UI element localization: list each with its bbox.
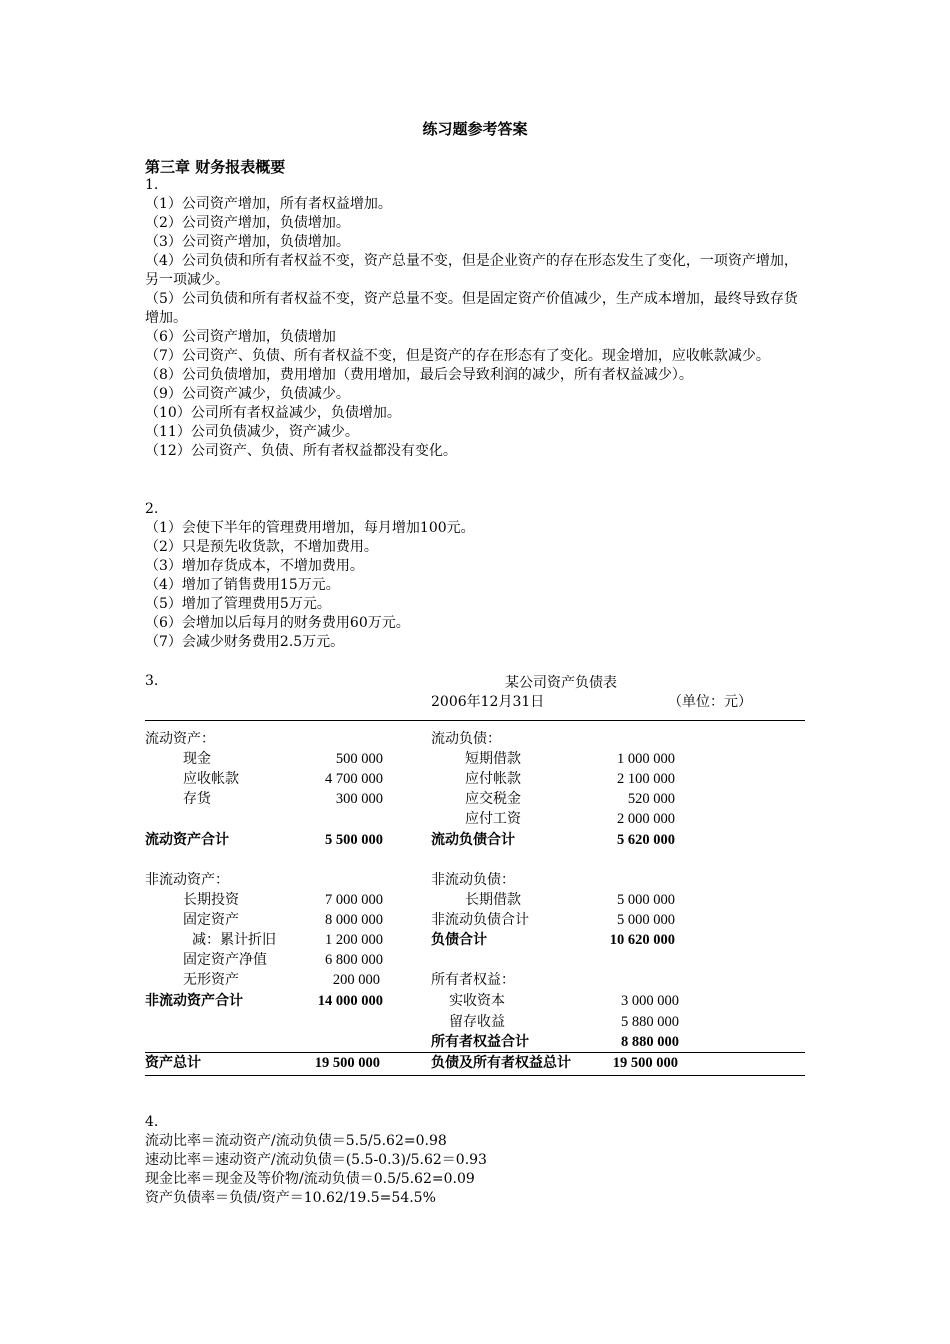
section-4-label: 4. [145,1114,159,1130]
row-value: 1 000 000 [617,751,675,767]
section-1 [145,176,810,461]
ratio-formula: 流动比率＝流动资产/流动负债＝5.5/5.62=0.98 [145,1133,447,1149]
row-label: 应付帐款 [465,771,521,787]
row-label: 无形资产 [183,972,239,988]
row-value: 5 000 000 [617,912,675,928]
row-value: 300 000 [335,791,383,807]
answer-item: （5）公司负债和所有者权益不变，资产总量不变。但是固定资产价值减少，生产成本增加，最终导致存货增加。 [145,291,798,326]
noncurrent-liabilities-header: 非流动负债： [431,872,515,888]
row-value: 4 700 000 [325,771,383,787]
row-value: 2 000 000 [617,811,675,827]
row-label: 负债及所有者权益总计 [431,1055,571,1071]
answer-item: （3）增加存货成本，不增加费用。 [145,558,364,574]
row-label: 负债合计 [431,932,487,948]
section-2-label: 2. [145,501,159,517]
current-liabilities-header: 流动负债： [431,731,501,747]
row-label: 现金 [183,751,211,767]
ratio-formula: 现金比率＝现金及等价物/流动负债＝0.5/5.62=0.09 [145,1171,475,1187]
answer-item: （4）公司负债和所有者权益不变，资产总量不变，但是企业资产的存在形态发生了变化，一项资产增加，另一项减少。 [145,253,798,288]
answer-item: （11）公司负债减少，资产减少。 [145,424,359,440]
answer-item: （12）公司资产、负债、所有者权益都没有变化。 [145,443,457,459]
row-value: 3 000 000 [621,993,679,1009]
ratio-formula: 资产负债率＝负债/资产＝10.62/19.5=54.5% [145,1190,436,1206]
answer-item: （8）公司负债增加，费用增加（费用增加，最后会导致利润的减少，所有者权益减少）。 [145,367,693,383]
row-value: 6 800 000 [325,952,383,968]
row-value: 7 000 000 [325,892,383,908]
row-label: 应付工资 [465,811,521,827]
noncurrent-assets-header: 非流动资产： [145,872,229,888]
page-title: 练习题参考答案 [422,120,528,138]
row-value: 5 500 000 [325,832,383,848]
chapter-heading: 第三章 财务报表概要 [145,158,286,176]
answer-item: （1）会使下半年的管理费用增加，每月增加100元。 [145,520,475,536]
row-value: 8 000 000 [325,912,383,928]
row-label: 实收资本 [449,993,505,1009]
row-label: 固定资产 [183,912,239,928]
row-label: 应交税金 [465,791,521,807]
row-value: 1 200 000 [325,932,383,948]
answer-item: （9）公司资产减少，负债减少。 [145,386,350,402]
row-value: 5 880 000 [621,1014,679,1030]
row-value: 520 000 [627,791,675,807]
row-label: 流动负债合计 [431,832,515,848]
row-label: 减：累计折旧 [192,932,276,948]
row-label: 流动资产合计 [145,832,229,848]
section-4 [145,1113,810,1208]
row-value: 19 500 000 [612,1055,678,1071]
answer-item: （10）公司所有者权益减少，负债增加。 [145,405,401,421]
answer-item: （5）增加了管理费用5万元。 [145,596,331,612]
table-top-rule [145,720,805,721]
balance-sheet-unit: （单位：元） [668,694,752,710]
section-3-label: 3. [145,673,159,689]
answer-item: （7）会减少财务费用2.5万元。 [145,634,345,650]
answer-item: （6）会增加以后每月的财务费用60万元。 [145,615,410,631]
row-label: 留存收益 [449,1014,505,1030]
row-label: 所有者权益合计 [431,1034,529,1050]
equity-header: 所有者权益： [431,972,515,988]
balance-sheet-title: 某公司资产负债表 [505,675,617,691]
row-value: 2 100 000 [617,771,675,787]
answer-item: （6）公司资产增加，负债增加 [145,329,336,345]
row-label: 长期借款 [465,892,521,908]
table-bottom-rule [145,1075,805,1076]
row-label: 应收帐款 [183,771,239,787]
row-label: 存货 [183,791,211,807]
answer-item: （3）公司资产增加，负债增加。 [145,234,350,250]
section-1-label: 1. [145,177,159,193]
row-label: 资产总计 [145,1055,201,1071]
row-value: 19 500 000 [314,1055,380,1071]
row-label: 固定资产净值 [183,952,267,968]
current-assets-header: 流动资产： [145,731,215,747]
answer-item: （2）公司资产增加，负债增加。 [145,215,350,231]
row-label: 非流动负债合计 [431,912,529,928]
balance-sheet-date: 2006年12月31日 [431,694,545,710]
row-value: 5 620 000 [617,832,675,848]
answer-item: （7）公司资产、负债、所有者权益不变，但是资产的存在形态有了变化。现金增加，应收帐款减少。 [145,348,770,364]
row-value: 500 000 [335,751,383,767]
section-2 [145,500,810,652]
row-label: 短期借款 [465,751,521,767]
row-value: 14 000 000 [317,993,383,1009]
answer-item: （2）只是预先收货款，不增加费用。 [145,539,378,555]
ratio-formula: 速动比率＝速动资产/流动负债＝(5.5-0.3)/5.62＝0.93 [145,1152,487,1168]
row-label: 非流动资产合计 [145,993,243,1009]
row-label: 长期投资 [183,892,239,908]
table-total-rule [145,1052,805,1053]
answer-item: （4）增加了销售费用15万元。 [145,577,340,593]
row-value: 5 000 000 [617,892,675,908]
row-value: 8 880 000 [621,1034,679,1050]
answer-item: （1）公司资产增加，所有者权益增加。 [145,196,392,212]
row-value: 200 000 [332,972,380,988]
row-value: 10 620 000 [609,932,675,948]
